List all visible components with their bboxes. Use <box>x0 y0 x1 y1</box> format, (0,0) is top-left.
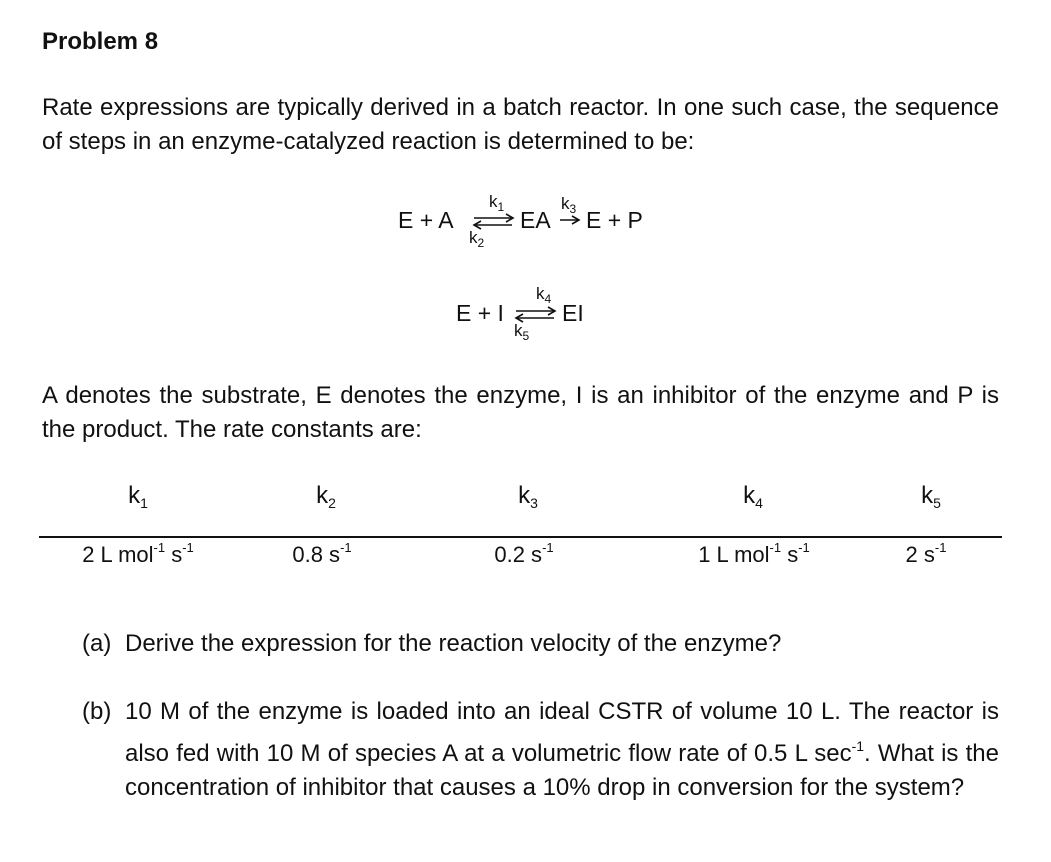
reaction-1-left: E + A <box>398 207 454 233</box>
question-b <box>82 695 999 805</box>
intro-paragraph: Rate expressions are typically derived in a batch reactor. In one such case, the sequence of steps in an enzyme-catalyzed reaction is determined to be: <box>42 94 999 155</box>
question-b-label: (b) <box>82 698 112 725</box>
question-b-text: 10 M of the enzyme is loaded into an ideal CSTR of volume 10 L. The reactor is also fed with 10 M of species A at a volumetric flow rate of 0.5 L $\sec^{-1}$. What is the concentration of inhibitor that causes a 10% drop in conversion for the system? <box>125 698 999 801</box>
table-header-k2: $k_2$ <box>316 482 336 511</box>
reaction-2 <box>456 282 596 348</box>
reaction-1-right: E + P <box>586 207 643 233</box>
reaction-2-right: EI <box>562 300 584 326</box>
table-header-k5: $k_5$ <box>921 482 941 511</box>
table-divider <box>39 536 1002 538</box>
description-paragraph: A denotes the substrate, E denotes the enzyme, I is an inhibitor of the enzyme and P is the product. The rate constants are: <box>42 382 999 443</box>
question-a <box>82 627 999 661</box>
table-header-k4: $k_4$ <box>743 482 763 511</box>
problem-title: Problem 8 <box>42 28 159 55</box>
rate-label-k4: $k_4$ <box>536 284 552 306</box>
reaction-1-intermediate: EA <box>520 207 551 233</box>
table-value-k4: 1 L mol$^{-1}$ $s^{-1}$ <box>698 540 810 567</box>
rate-label-k5: $k_5$ <box>514 321 530 343</box>
table-header-k3: $k_3$ <box>518 482 538 511</box>
rate-label-k3: $k_3$ <box>561 194 577 216</box>
question-a-text: Derive the expression for the reaction velocity of the enzyme? <box>125 630 782 657</box>
forward-arrow-icon <box>558 214 582 226</box>
question-a-label: (a) <box>82 630 112 657</box>
table-value-k2: 0.8 $s^{-1}$ <box>292 540 352 567</box>
table-value-k3: 0.2 $s^{-1}$ <box>494 540 554 567</box>
reaction-1 <box>398 190 658 256</box>
rate-label-k2: $k_2$ <box>469 228 485 250</box>
rate-label-k1: $k_1$ <box>489 192 505 214</box>
reaction-2-left: E + I <box>456 300 504 326</box>
table-value-k5: 2 $s^{-1}$ <box>905 540 947 567</box>
table-header-k1: $k_1$ <box>128 482 148 511</box>
table-value-k1: 2 L mol$^{-1}$ $s^{-1}$ <box>82 540 194 567</box>
